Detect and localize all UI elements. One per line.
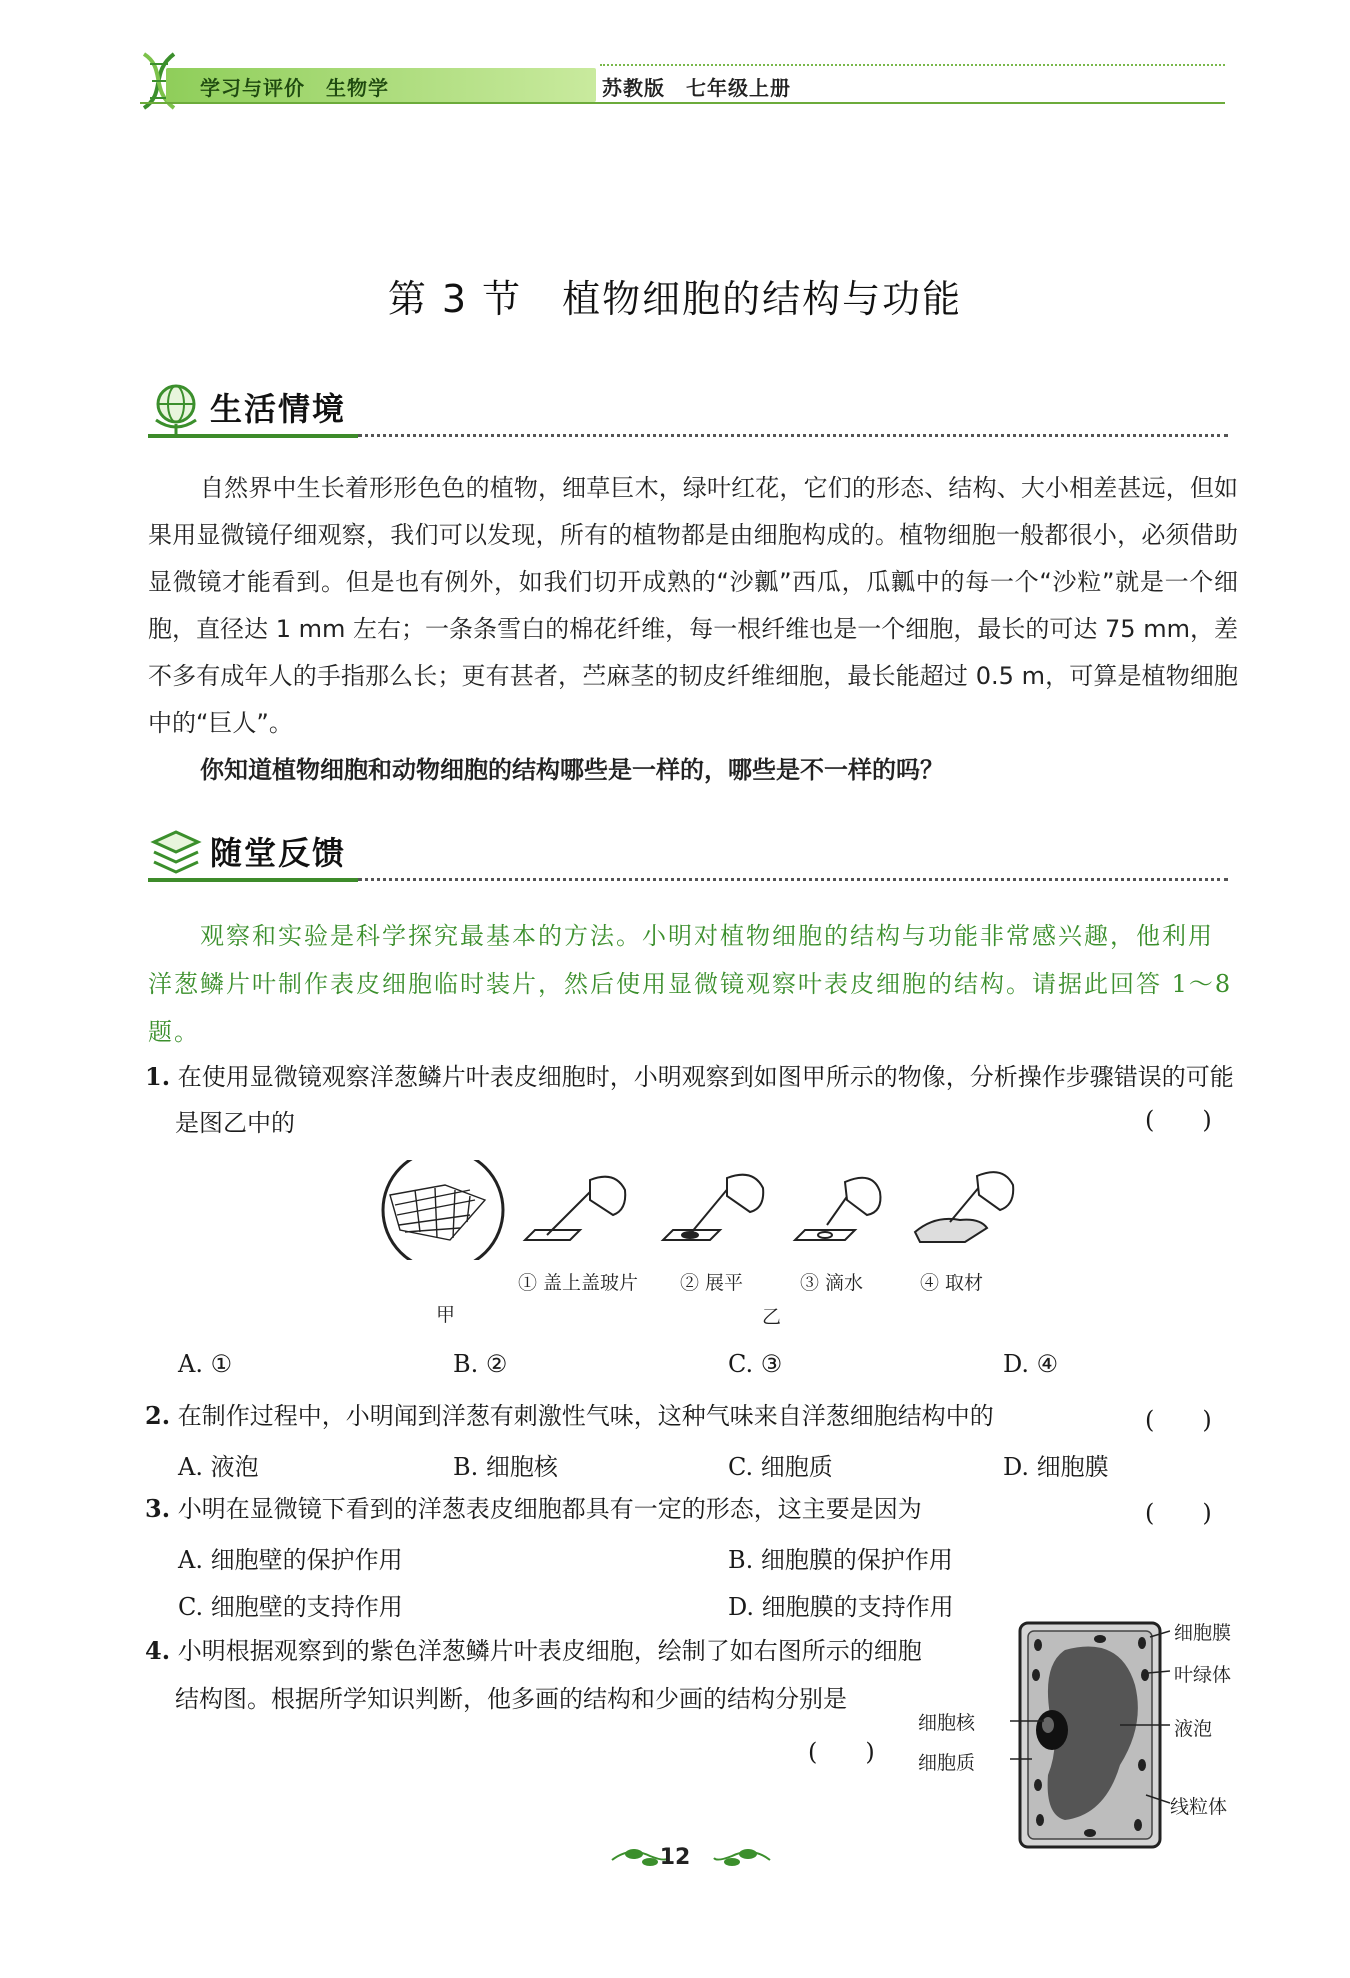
- books-icon: [148, 824, 204, 880]
- step-take-material-drawing: [915, 1172, 1013, 1242]
- cell-diagram: [1010, 1615, 1170, 1855]
- question-number: 1.: [145, 1062, 171, 1091]
- header-book-title: 学习与评价 生物学: [200, 76, 389, 100]
- section-underline: [148, 434, 358, 438]
- q2-option-d[interactable]: D. 细胞膜: [1003, 1453, 1109, 1481]
- step-3-caption: ③ 滴水: [800, 1272, 864, 1294]
- answer-paren-2[interactable]: ( ): [1145, 1406, 1212, 1434]
- answer-paren-3[interactable]: ( ): [1145, 1499, 1212, 1527]
- header-edition: 苏教版 七年级上册: [602, 76, 791, 100]
- life-context-paragraph: 自然界中生长着形形色色的植物，细草巨木，绿叶红花，它们的形态、结构、大小相差甚远，但如果用显微镜仔细观察，我们可以发现，所有的植物都是由细胞构成的。植物细胞一般都很小，必须借助显微镜才能看到。但是也有例外，如我们切开成熟的“沙瓤”西瓜，瓜瓤中的每一个“沙粒”就是一个细胞，直径达 1 mm 左右；一条条雪白的棉花纤维，每一根纤维也是一个细胞，最长的可达 75 mm，差不多有成年人的手指那么长；更有甚者，苎麻茎的韧皮纤维细胞，最长能超过 0.5 m，可算是植物细胞中的“巨人”。: [148, 474, 1238, 737]
- label-cell-membrane: 细胞膜: [1174, 1622, 1232, 1644]
- question-1: [145, 1054, 1235, 1146]
- label-mitochondrion: 线粒体: [1170, 1796, 1228, 1818]
- step-cover-slip-drawing: [525, 1177, 625, 1240]
- figure-jia-label: 甲: [436, 1304, 456, 1326]
- question-text: 在制作过程中，小明闻到洋葱有刺激性气味，这种气味来自洋葱细胞结构中的: [177, 1402, 994, 1430]
- section-label: 随堂反馈: [210, 834, 347, 872]
- question-2: [145, 1393, 1145, 1439]
- page-title: 第 3 节 植物细胞的结构与功能: [387, 277, 963, 321]
- q1-option-b[interactable]: B. ②: [453, 1350, 508, 1378]
- step-4-caption: ④ 取材: [920, 1272, 984, 1294]
- question-text: 小明在显微镜下看到的洋葱表皮细胞都具有一定的形态，这主要是因为: [177, 1495, 922, 1523]
- section-label: 生活情境: [210, 390, 347, 428]
- header-rule: [140, 102, 1225, 104]
- q1-option-c[interactable]: C. ③: [728, 1350, 783, 1378]
- q2-option-c[interactable]: C. 细胞质: [728, 1453, 833, 1481]
- running-header: [140, 64, 1225, 104]
- label-cytoplasm: 细胞质: [918, 1752, 976, 1774]
- leaf-ornament-right-icon: [712, 1842, 772, 1872]
- question-text: 小明根据观察到的紫色洋葱鳞片叶表皮细胞，绘制了如右图所示的细胞结构图。根据所学知识判断，他多画的结构和少画的结构分别是: [175, 1637, 922, 1713]
- q3-option-b[interactable]: B. 细胞膜的保护作用: [728, 1546, 953, 1574]
- q1-option-a[interactable]: A. ①: [178, 1350, 233, 1378]
- question-number: 2.: [145, 1401, 171, 1430]
- step-2-caption: ② 展平: [680, 1272, 744, 1294]
- figure-yi-label: 乙: [762, 1306, 782, 1328]
- q3-option-d[interactable]: D. 细胞膜的支持作用: [728, 1593, 954, 1621]
- header-dotted-rule: [600, 64, 1225, 66]
- q3-option-c[interactable]: C. 细胞壁的支持作用: [178, 1593, 403, 1621]
- q3-option-a[interactable]: A. 细胞壁的保护作用: [178, 1546, 403, 1574]
- q1-option-d[interactable]: D. ④: [1003, 1350, 1059, 1378]
- answer-paren-1[interactable]: ( ): [1145, 1106, 1212, 1134]
- life-context-text: [148, 465, 1238, 794]
- figure-jia-view: [383, 1160, 503, 1260]
- question-number: 3.: [145, 1494, 171, 1523]
- q1-figure: [375, 1160, 1015, 1260]
- section-dotted-rule: [358, 878, 1228, 881]
- step-1-caption: ① 盖上盖玻片: [518, 1272, 639, 1294]
- section-underline: [148, 878, 358, 882]
- question-text: 在使用显微镜观察洋葱鳞片叶表皮细胞时，小明观察到如图甲所示的物像，分析操作步骤错误的可能是图乙中的: [175, 1063, 1234, 1137]
- section-heading-life: [148, 378, 1228, 438]
- label-vacuole: 液泡: [1174, 1718, 1213, 1740]
- label-chloroplast: 叶绿体: [1174, 1664, 1232, 1686]
- question-number: 4.: [145, 1636, 171, 1665]
- answer-paren-4[interactable]: ( ): [808, 1738, 875, 1766]
- q2-option-b[interactable]: B. 细胞核: [453, 1453, 558, 1481]
- section-dotted-rule: [358, 434, 1228, 437]
- label-nucleus: 细胞核: [918, 1712, 976, 1734]
- step-drop-water-drawing: [795, 1178, 880, 1240]
- life-context-question: 你知道植物细胞和动物细胞的结构哪些是一样的，哪些是不一样的吗？: [200, 756, 944, 784]
- step-spread-drawing: [663, 1175, 763, 1240]
- q2-option-a[interactable]: A. 液泡: [178, 1453, 259, 1481]
- section-heading-feedback: [148, 822, 1228, 882]
- feedback-intro: 观察和实验是科学探究最基本的方法。小明对植物细胞的结构与功能非常感兴趣，他利用洋葱鳞片叶制作表皮细胞临时装片，然后使用显微镜观察叶表皮细胞的结构。请据此回答 1～8 题。: [148, 922, 1233, 1046]
- page-number: 12: [659, 1845, 691, 1870]
- globe-icon: [148, 380, 204, 436]
- question-4: [145, 1627, 935, 1723]
- question-3: [145, 1486, 1145, 1532]
